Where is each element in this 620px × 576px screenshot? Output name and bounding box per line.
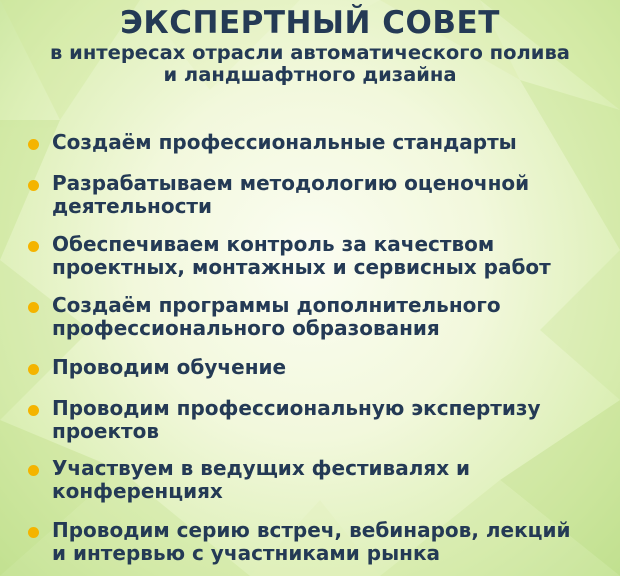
list-item-line: Участвуем в ведущих фестивалях и xyxy=(52,456,471,480)
subtitle-line: в интересах отрасли автоматического полива xyxy=(50,41,570,64)
list-item-line: Обеспечиваем контроль за качеством xyxy=(52,232,495,256)
list-item-line: Проводим обучение xyxy=(52,355,287,379)
list-item-text xyxy=(52,294,617,340)
bullet-dot-icon xyxy=(28,241,39,252)
list-item-text xyxy=(52,233,617,279)
bullet-dot-icon xyxy=(28,364,39,375)
list-item-line: Создаём профессиональные стандарты xyxy=(52,130,517,154)
bullet-dot-icon xyxy=(28,139,39,150)
bullet-dot-icon xyxy=(28,180,39,191)
list-item-line: Разрабатываем методологию оценочной xyxy=(52,171,530,195)
subtitle-line: и ландшафтного дизайна xyxy=(163,63,457,86)
page-title: ЭКСПЕРТНЫЙ СОВЕТ xyxy=(120,5,500,41)
list-item-line: Проводим серию встреч, вебинаров, лекций xyxy=(52,518,571,542)
bullet-dot-icon xyxy=(28,405,39,416)
bullet-dot-icon xyxy=(28,302,39,313)
list-item-line: и интервью с участниками рынка xyxy=(52,541,441,565)
list-item-text xyxy=(52,356,617,379)
list-item-text xyxy=(52,131,617,154)
list-item-line: деятельности xyxy=(52,194,213,218)
list-item-text xyxy=(52,457,617,503)
list-item-line: Создаём программы дополнительного xyxy=(52,293,501,317)
list-item-text xyxy=(52,172,617,218)
list-item-text xyxy=(52,397,617,443)
list-item-text xyxy=(52,519,617,565)
list-item-line: конференциях xyxy=(52,479,223,503)
list-item-line: проектных, монтажных и сервисных работ xyxy=(52,255,551,279)
list-item-line: проектов xyxy=(52,419,160,443)
list-item-line: профессионального образования xyxy=(52,316,440,340)
bullet-dot-icon xyxy=(28,465,39,476)
list-item-line: Проводим профессиональную экспертизу xyxy=(52,396,541,420)
bullet-dot-icon xyxy=(28,527,39,538)
